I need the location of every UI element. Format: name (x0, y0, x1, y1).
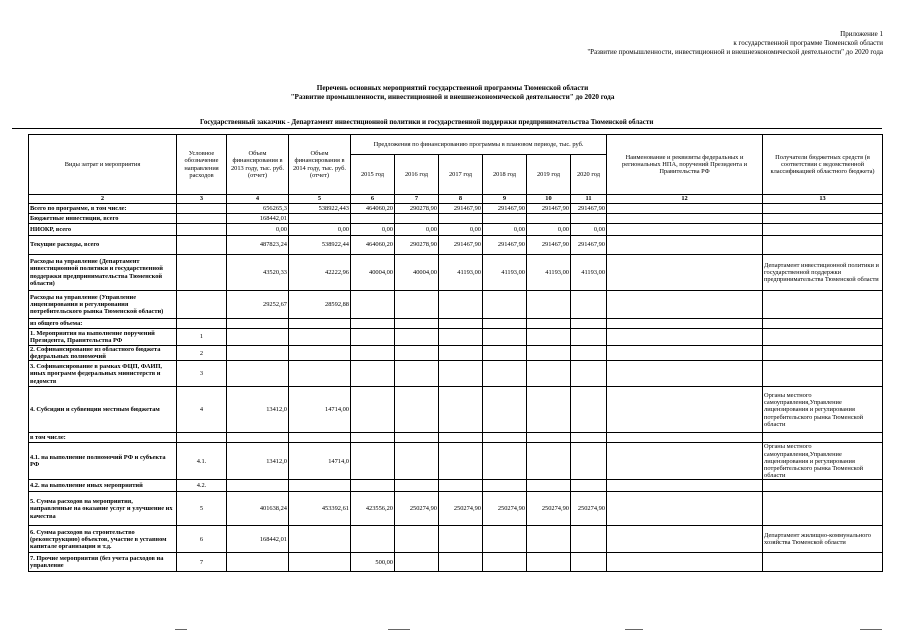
row-value (289, 361, 351, 387)
row-npa (607, 291, 763, 319)
row-value: 464060,20 (351, 236, 395, 255)
row-code (177, 236, 227, 255)
row-value (395, 480, 439, 492)
col-header-year: 2016 год (395, 155, 439, 195)
table-row (29, 387, 883, 433)
row-npa (607, 319, 763, 329)
row-value (483, 526, 527, 553)
row-value: 168442,01 (227, 526, 289, 553)
row-value (571, 553, 607, 572)
row-code (177, 255, 227, 291)
row-value (395, 526, 439, 553)
row-value: 168442,01 (227, 214, 289, 224)
row-value: 291467,90 (527, 204, 571, 214)
row-npa (607, 553, 763, 572)
column-index-row (29, 195, 883, 204)
row-value (527, 291, 571, 319)
row-value (395, 214, 439, 224)
row-npa (607, 214, 763, 224)
table-row (29, 319, 883, 329)
table-row (29, 346, 883, 361)
row-npa (607, 236, 763, 255)
row-value: 250274,90 (395, 492, 439, 526)
row-value (227, 361, 289, 387)
scan-mark (860, 629, 882, 630)
row-value (395, 387, 439, 433)
row-value (527, 480, 571, 492)
row-recipient (763, 480, 883, 492)
row-value (351, 480, 395, 492)
row-value (289, 319, 351, 329)
row-value (439, 387, 483, 433)
table-row (29, 236, 883, 255)
row-value: 28592,88 (289, 291, 351, 319)
row-value: 290278,90 (395, 236, 439, 255)
row-value (289, 346, 351, 361)
row-value (571, 526, 607, 553)
table-row (29, 526, 883, 553)
row-value (289, 553, 351, 572)
col-header-year: 2017 год (439, 155, 483, 195)
table-row (29, 255, 883, 291)
row-recipient (763, 346, 883, 361)
title-line-1: Перечень основных мероприятий государственной программы Тюменской области (316, 84, 589, 92)
appendix-line-2: к государственной программе Тюменской области (733, 39, 883, 47)
row-value: 291467,90 (571, 204, 607, 214)
row-value: 0,00 (571, 224, 607, 236)
column-index: 2 (29, 195, 177, 204)
row-value (227, 329, 289, 346)
row-value (483, 361, 527, 387)
row-npa (607, 492, 763, 526)
row-value (571, 443, 607, 480)
scan-mark (388, 629, 410, 630)
row-value (527, 361, 571, 387)
col-header-year: 2015 год (351, 155, 395, 195)
row-value (527, 526, 571, 553)
col-header-year: 2018 год (483, 155, 527, 195)
row-value: 291467,90 (439, 204, 483, 214)
row-recipient: Органы местного самоуправления,Управление лицензирования и регулирования потребительского рынка Тюменской области (763, 387, 883, 433)
row-name: Всего по программе, в том числе: (29, 204, 177, 214)
row-value (395, 329, 439, 346)
row-npa (607, 255, 763, 291)
table-row (29, 224, 883, 236)
col-header-npa: Наименование и реквизиты федеральных и региональных НПА, поручений Президента и Правительства РФ (607, 135, 763, 195)
row-value (571, 361, 607, 387)
row-value (439, 214, 483, 224)
col-header-2013: Объем финансирования в 2013 году, тыс. руб. (отчет) (227, 135, 289, 195)
row-code: 5 (177, 492, 227, 526)
row-value (527, 433, 571, 443)
row-value (289, 480, 351, 492)
row-value (351, 443, 395, 480)
row-value (483, 346, 527, 361)
row-value: 464060,20 (351, 204, 395, 214)
row-code: 7 (177, 553, 227, 572)
row-value (351, 291, 395, 319)
column-index: 12 (607, 195, 763, 204)
table-row (29, 433, 883, 443)
row-value (483, 480, 527, 492)
row-recipient (763, 361, 883, 387)
row-value (439, 553, 483, 572)
row-name: из общего объема: (29, 319, 177, 329)
col-header-code: Условное обозначение направления расходов (177, 135, 227, 195)
scan-mark (625, 629, 643, 630)
row-code: 3 (177, 361, 227, 387)
row-value (483, 319, 527, 329)
appendix-note (587, 30, 883, 57)
measures-table (28, 134, 883, 572)
row-value (483, 214, 527, 224)
appendix-line-3: "Развитие промышленности, инвестиционной и внешнеэкономической деятельности" до 2020 года (587, 48, 883, 56)
row-code (177, 291, 227, 319)
row-value (527, 553, 571, 572)
row-value: 250274,90 (439, 492, 483, 526)
row-value: 40004,00 (395, 255, 439, 291)
row-value (527, 443, 571, 480)
row-name: Расходы на управление (Департамент инвестиционной политики и государственной поддержки предпринимательства Тюменской области) (29, 255, 177, 291)
row-value (351, 346, 395, 361)
row-recipient (763, 224, 883, 236)
row-recipient (763, 492, 883, 526)
row-npa (607, 433, 763, 443)
appendix-line-1: Приложение 1 (840, 30, 883, 38)
row-value: 0,00 (351, 224, 395, 236)
row-value: 43520,33 (227, 255, 289, 291)
row-name: в том числе: (29, 433, 177, 443)
row-value (439, 319, 483, 329)
row-value: 250274,90 (483, 492, 527, 526)
row-value (483, 387, 527, 433)
row-recipient (763, 214, 883, 224)
row-value (439, 329, 483, 346)
column-index: 8 (439, 195, 483, 204)
row-value (571, 480, 607, 492)
row-value (395, 319, 439, 329)
row-code: 4.1. (177, 443, 227, 480)
col-header-kind: Виды затрат и мероприятия (29, 135, 177, 195)
row-recipient (763, 291, 883, 319)
table-row (29, 480, 883, 492)
row-recipient (763, 329, 883, 346)
row-value (351, 319, 395, 329)
row-code (177, 433, 227, 443)
row-value (571, 387, 607, 433)
row-npa (607, 443, 763, 480)
row-value: 291467,90 (439, 236, 483, 255)
row-name: 6. Сумма расходов на строительство (реконструкцию) объектов, участие в уставном капитале организации и т.д. (29, 526, 177, 553)
row-npa (607, 361, 763, 387)
row-npa (607, 224, 763, 236)
row-value (571, 329, 607, 346)
row-value: 538922,44 (289, 236, 351, 255)
column-index: 6 (351, 195, 395, 204)
row-value (571, 291, 607, 319)
row-value (395, 443, 439, 480)
row-value: 0,00 (395, 224, 439, 236)
row-npa (607, 387, 763, 433)
row-value: 42222,96 (289, 255, 351, 291)
row-value: 41193,00 (439, 255, 483, 291)
row-code (177, 319, 227, 329)
table-row (29, 492, 883, 526)
row-value (289, 214, 351, 224)
row-value (351, 329, 395, 346)
row-npa (607, 526, 763, 553)
row-npa (607, 329, 763, 346)
row-value (527, 387, 571, 433)
row-value: 291467,90 (527, 236, 571, 255)
row-code: 4.2. (177, 480, 227, 492)
row-value: 423556,20 (351, 492, 395, 526)
row-value: 500,00 (351, 553, 395, 572)
row-value (227, 553, 289, 572)
row-value: 0,00 (483, 224, 527, 236)
row-value (351, 526, 395, 553)
row-name: 1. Мероприятия на выполнение поручений Президента, Правительства РФ (29, 329, 177, 346)
row-value (483, 291, 527, 319)
row-recipient (763, 433, 883, 443)
row-recipient (763, 236, 883, 255)
row-value: 41193,00 (527, 255, 571, 291)
row-value: 13412,0 (227, 443, 289, 480)
row-recipient (763, 553, 883, 572)
row-name: 4.1. на выполнение полномочий РФ и субъекта РФ (29, 443, 177, 480)
scan-mark (175, 629, 187, 630)
row-value: 453392,61 (289, 492, 351, 526)
row-value (289, 329, 351, 346)
table-row (29, 553, 883, 572)
row-value: 291467,90 (571, 236, 607, 255)
row-value: 291467,90 (483, 204, 527, 214)
row-value (289, 433, 351, 443)
row-value (527, 346, 571, 361)
row-value (395, 346, 439, 361)
row-value (439, 526, 483, 553)
row-code: 4 (177, 387, 227, 433)
row-value: 29252,67 (227, 291, 289, 319)
row-value (351, 214, 395, 224)
row-value (351, 361, 395, 387)
col-header-year: 2020 год (571, 155, 607, 195)
row-value: 0,00 (227, 224, 289, 236)
row-value: 14714,00 (289, 387, 351, 433)
row-value (571, 433, 607, 443)
row-value (527, 329, 571, 346)
row-name: Расходы на управление (Управление лицензирования и регулирования потребительского рынка Тюменской области) (29, 291, 177, 319)
row-value (395, 553, 439, 572)
row-name: НИОКР, всего (29, 224, 177, 236)
row-name: 4.2. на выполнение иных мероприятий (29, 480, 177, 492)
row-value (439, 346, 483, 361)
table-row (29, 291, 883, 319)
table-row (29, 443, 883, 480)
row-value: 487823,24 (227, 236, 289, 255)
row-value: 0,00 (439, 224, 483, 236)
row-recipient: Департамент инвестиционной политики и государственной поддержки предпринимательства Тюменской области (763, 255, 883, 291)
row-value (483, 553, 527, 572)
row-value (395, 361, 439, 387)
row-code (177, 224, 227, 236)
row-value: 401638,24 (227, 492, 289, 526)
row-recipient: Департамент жилищно-коммунального хозяйства Тюменской области (763, 526, 883, 553)
row-value: 290278,90 (395, 204, 439, 214)
col-header-2014: Объем финансирования в 2014 году, тыс. руб. (отчет) (289, 135, 351, 195)
row-name: 3. Софинансирование в рамках ФЦП, ФАИП, иных программ федеральных министерств и ведомств (29, 361, 177, 387)
row-value (227, 346, 289, 361)
table-row (29, 214, 883, 224)
row-value (395, 291, 439, 319)
row-value (571, 214, 607, 224)
row-npa (607, 204, 763, 214)
row-npa (607, 346, 763, 361)
document-title (0, 84, 905, 102)
row-code: 1 (177, 329, 227, 346)
column-index: 9 (483, 195, 527, 204)
row-name: 5. Сумма расходов на мероприятия, направленные на оказание услуг и улучшение их качества (29, 492, 177, 526)
row-code: 6 (177, 526, 227, 553)
row-code (177, 204, 227, 214)
row-name: Бюджетные инвестиции, всего (29, 214, 177, 224)
row-value: 538922,443 (289, 204, 351, 214)
row-value (483, 329, 527, 346)
column-index: 13 (763, 195, 883, 204)
row-recipient: Органы местного самоуправления,Управление лицензирования и регулирования потребительского рынка Тюменской области (763, 443, 883, 480)
row-value: 41193,00 (483, 255, 527, 291)
state-customer: Государственный заказчик - Департамент инвестиционной политики и государственной поддержки предпринимательства Тюменской области (200, 118, 654, 126)
row-value (351, 387, 395, 433)
row-value (439, 361, 483, 387)
col-header-recipients: Получатели бюджетных средств (в соответствии с ведомственной классификацией областного бюджета) (763, 135, 883, 195)
row-value (227, 480, 289, 492)
column-index: 5 (289, 195, 351, 204)
row-value: 13412,0 (227, 387, 289, 433)
row-name: 7. Прочие мероприятия (без учета расходов на управление (29, 553, 177, 572)
row-value (395, 433, 439, 443)
row-value (289, 526, 351, 553)
row-name: 4. Субсидии и субвенции местным бюджетам (29, 387, 177, 433)
row-recipient (763, 204, 883, 214)
row-value (439, 480, 483, 492)
row-value: 0,00 (289, 224, 351, 236)
table-row (29, 361, 883, 387)
column-index: 11 (571, 195, 607, 204)
column-index: 7 (395, 195, 439, 204)
column-index: 10 (527, 195, 571, 204)
row-value (227, 433, 289, 443)
col-header-year: 2019 год (527, 155, 571, 195)
row-value: 291467,90 (483, 236, 527, 255)
row-value (571, 346, 607, 361)
row-value: 0,00 (527, 224, 571, 236)
row-code: 2 (177, 346, 227, 361)
row-value (483, 443, 527, 480)
column-index: 3 (177, 195, 227, 204)
row-code (177, 214, 227, 224)
row-value: 40004,00 (351, 255, 395, 291)
row-value (439, 443, 483, 480)
row-recipient (763, 319, 883, 329)
row-value: 41193,00 (571, 255, 607, 291)
row-value (227, 319, 289, 329)
title-line-2: "Развитие промышленности, инвестиционной и внешнеэкономической деятельности" до 2020 года (290, 93, 615, 101)
table-row (29, 329, 883, 346)
row-value: 250274,90 (527, 492, 571, 526)
row-value (351, 433, 395, 443)
row-value: 250274,90 (571, 492, 607, 526)
row-value: 656265,3 (227, 204, 289, 214)
column-index: 4 (227, 195, 289, 204)
row-value (439, 291, 483, 319)
row-value (483, 433, 527, 443)
header-divider (12, 128, 882, 129)
row-value (527, 319, 571, 329)
row-name: 2. Софинансирование из областного бюджета федеральных полномочий (29, 346, 177, 361)
table-row (29, 204, 883, 214)
col-header-plan: Предложения по финансированию программы в плановом периоде, тыс. руб. (351, 135, 607, 155)
row-value: 14714,0 (289, 443, 351, 480)
row-name: Текущие расходы, всего (29, 236, 177, 255)
row-value (571, 319, 607, 329)
row-npa (607, 480, 763, 492)
row-value (527, 214, 571, 224)
row-value (439, 433, 483, 443)
